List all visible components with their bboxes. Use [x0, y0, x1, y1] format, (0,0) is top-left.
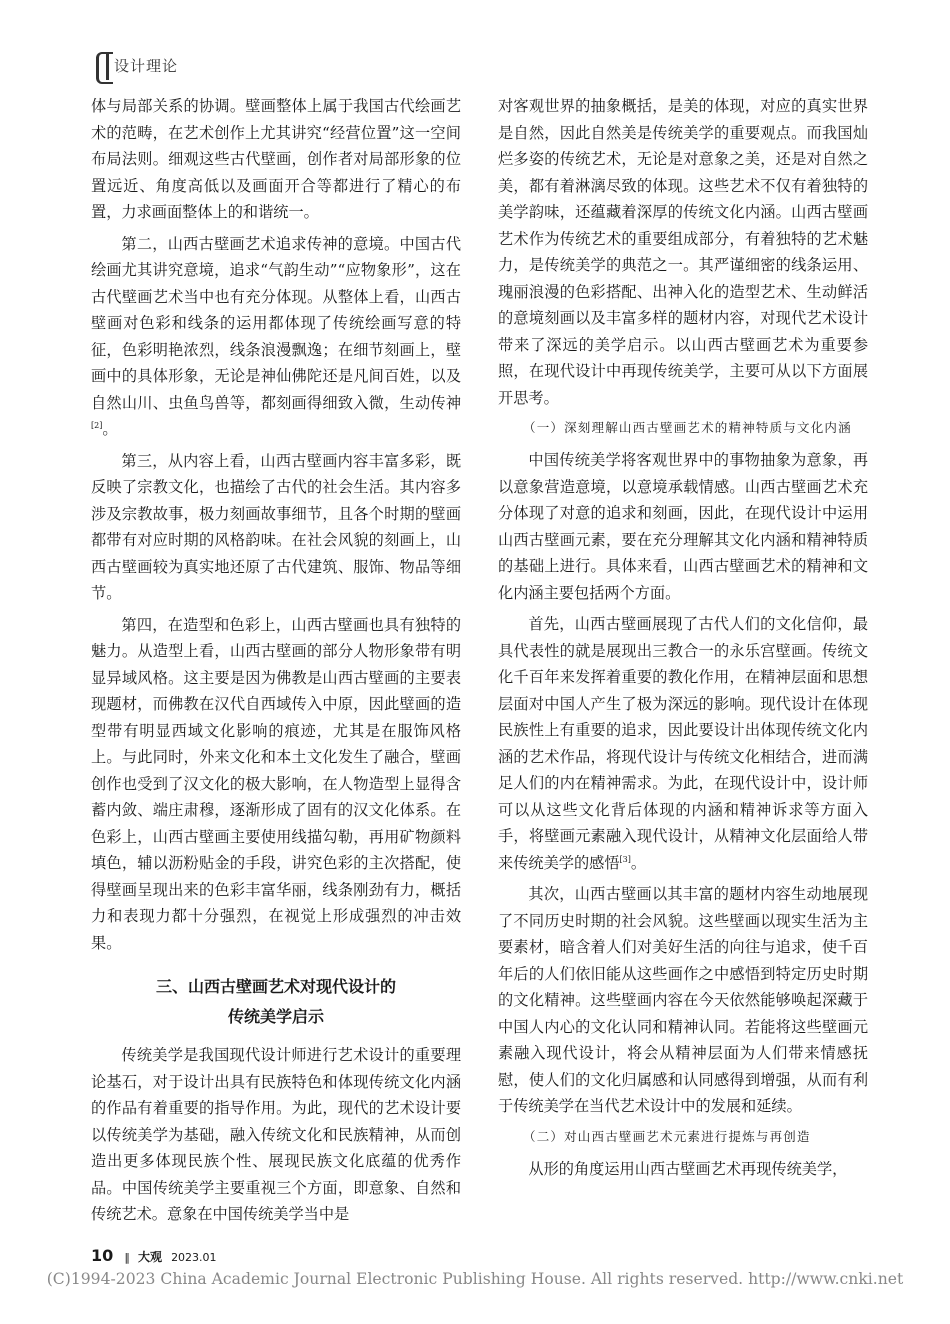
- paragraph: 传统美学是我国现代设计师进行艺术设计的重要理论基石，对于设计出具有民族特色和体现传统文化内涵的作品有着重要的指导作用。为此，现代的艺术设计要以传统美学为基础，融入传统文化和民族精神，从而创造出更多体现民族个性、展现民族文化底蕴的优秀作品。中国传统美学主要重视三个方面，即意象、自然和传统艺术。意象在中国传统美学当中是: [91, 1046, 461, 1223]
- paragraph-end: 。: [102, 420, 118, 438]
- journal-name: 大观: [137, 1250, 162, 1264]
- paragraph-end: 。: [630, 853, 647, 872]
- citation-ref[interactable]: [2]: [91, 420, 103, 430]
- footer-separator: ‖: [124, 1251, 130, 1264]
- left-column: [91, 93, 461, 1228]
- subsection-heading: （一）深刻理解山西古壁画艺术的精神特质与文化内涵: [523, 420, 852, 435]
- running-header: [90, 46, 290, 82]
- paragraph: 从形的角度运用山西古壁画艺术再现传统美学，: [528, 1159, 848, 1178]
- section-heading-line: 三、山西古壁画艺术对现代设计的: [155, 977, 396, 996]
- citation-ref[interactable]: [3]: [619, 854, 631, 864]
- page-number: 10: [91, 1246, 114, 1265]
- section-heading: [91, 972, 461, 1032]
- paragraph-text: 首先，山西古壁画展现了古代人们的文化信仰，最具代表性的就是展现出三教合一的永乐宫壁画。传统文化千百年来发挥着重要的教化作用，在精神层面和思想层面对中国人产生了极为深远的影响。现代设计在体现民族性上有重要的追求，因此要设计出体现传统文化内涵的艺术作品，将现代设计与传统文化相结合，进而满足人们的内在精神需求。为此，在现代设计中，设计师可以从这些文化背后体现的内涵和精神诉求等方面入手，将壁画元素融入现代设计，从精神文化层面给人带来传统美学的感悟: [498, 615, 868, 872]
- copyright-notice: (C)1994-2023 China Academic Journal Electronic Publishing House. All rights reserved. http://www.cnki.net: [46, 1270, 904, 1288]
- paragraph: 第三，从内容上看，山西古壁画内容丰富多彩，既反映了宗教文化，也描绘了古代的社会生活。其内容多涉及宗教故事，极力刻画故事细节，且各个时期的壁画都带有对应时期的风格韵味。在社会风貌的刻画上，山西古壁画较为真实地还原了古代建筑、服饰、物品等细节。: [91, 451, 461, 602]
- paragraph: 中国传统美学将客观世界中的事物抽象为意象，再以意象营造意境，以意境承载情感。山西古壁画艺术充分体现了对意的追求和刻画，因此，在现代设计中运用山西古壁画元素，要在充分理解其文化内涵和精神特质的基础上进行。具体来看，山西古壁画艺术的精神和文化内涵主要包括两个方面。: [498, 451, 868, 602]
- paragraph: 体与局部关系的协调。壁画整体上属于我国古代绘画艺术的范畴，在艺术创作上尤其讲究“经营位置”这一空间布局法则。细观这些古代壁画，创作者对局部形象的位置远近、角度高低以及画面开合等都进行了精心的布置，力求画面整体上的和谐统一。: [91, 97, 461, 221]
- paragraph: 对客观世界的抽象概括，是美的体现，对应的真实世界是自然，因此自然美是传统美学的重要观点。而我国灿烂多姿的传统艺术，无论是对意象之美，还是对自然之美，都有着淋漓尽致的体现。这些艺术不仅有着独特的美学韵味，还蕴藏着深厚的传统文化内涵。山西古壁画艺术作为传统艺术的重要组成部分，有着独特的艺术魅力，是传统美学的典范之一。其严谨细密的线条运用、瑰丽浪漫的色彩搭配、出神入化的造型艺术、生动鲜活的意境刻画以及丰富多样的题材内容，对现代艺术设计带来了深远的美学启示。以山西古壁画艺术为重要参照，在现代设计中再现传统美学，主要可从以下方面展开思考。: [498, 97, 868, 407]
- header-bracket-icon: [96, 52, 113, 84]
- header-bar-icon: [106, 52, 109, 80]
- section-heading-line: 传统美学启示: [227, 1007, 324, 1026]
- subsection-heading: （二）对山西古壁画艺术元素进行提炼与再创造: [523, 1128, 811, 1144]
- paragraph-text: 第二，山西古壁画艺术追求传神的意境。中国古代绘画尤其讲究意境，追求“气韵生动”“应物象形”，这在古代壁画艺术当中也有充分体现。从整体上看，山西古壁画对色彩和线条的运用都体现了传统绘画写意的特征，色彩明艳浓烈，线条浪漫飘逸；在细节刻画上，壁画中的具体形象，无论是神仙佛陀还是凡间百姓，以及自然山川、虫鱼鸟兽等，都刻画得细致入微，生动传神: [91, 234, 461, 412]
- page-footer: [91, 1246, 217, 1266]
- journal-issue: 2023.01: [171, 1251, 217, 1264]
- paragraph: [91, 231, 461, 443]
- paragraph: [498, 611, 868, 876]
- header-section-label: 设计理论: [114, 57, 179, 75]
- paragraph: 第四，在造型和色彩上，山西古壁画也具有独特的魅力。从造型上看，山西古壁画的部分人物形象带有明显异域风格。这主要是因为佛教是山西古壁画的主要表现题材，而佛教在汉代自西域传入中原，因此壁画的造型带有明显西域文化影响的痕迹，尤其是在服饰风格上。与此同时，外来文化和本土文化发生了融合，壁画创作也受到了汉文化的极大影响，在人物造型上显得含蓄内敛、端庄肃穆，逐渐形成了固有的汉文化体系。在色彩上，山西古壁画主要使用线描勾勒，再用矿物颜料填色，辅以沥粉贴金的手段，讲究色彩的主次搭配，使得壁画呈现出来的色彩丰富华丽，线条刚劲有力，概括力和表现力都十分强烈，在视觉上形成强烈的冲击效果。: [91, 615, 461, 952]
- paragraph: 其次，山西古壁画以其丰富的题材内容生动地展现了不同历史时期的社会风貌。这些壁画以现实生活为主要素材，暗含着人们对美好生活的向往与追求，使千百年后的人们依旧能从这些画作之中感悟到特定历史时期的文化精神。这些壁画内容在今天依然能够唤起深藏于中国人内心的文化认同和精神认同。若能将这些壁画元素融入现代设计，将会从精神层面为人们带来情感抚慰，使人们的文化归属感和认同感得到增强，从而有利于传统美学在当代艺术设计中的发展和延续。: [498, 885, 868, 1115]
- right-column: [498, 93, 868, 1182]
